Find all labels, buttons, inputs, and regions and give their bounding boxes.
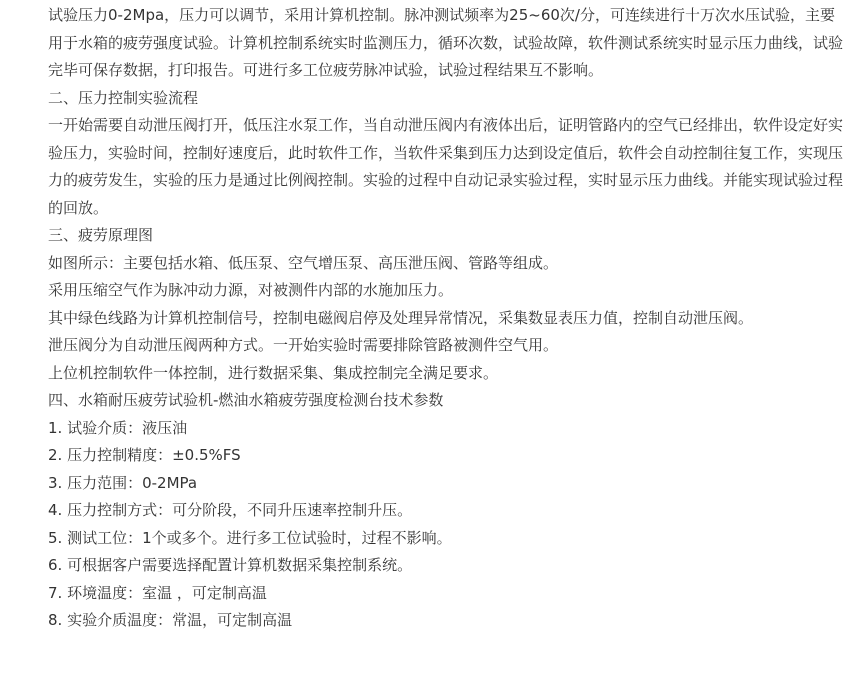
spec-item: 1. 试验介质：液压油 [48, 418, 188, 437]
process-paragraph: 一开始需要自动泄压阀打开，低压注水泵工作，当自动泄压阀内有液体出后，证明管路内的空气已经排出，软件设定好实验压力，实验时间，控制好速度后，此时软件工作，当软件采集到压力达到设定值后，软件会自动控制往复工作，实现压力的疲劳发生，实验的压力是通过比例阀控制。实验的过程中自动记录实验过程，实时显示压力曲线。并能实现试验过程的回放。 [48, 116, 844, 217]
section-heading-specs: 四、水箱耐压疲劳试验机-燃油水箱疲劳强度检测台技术参数 [48, 391, 444, 409]
spec-item: 8. 实验介质温度：常温，可定制高温 [48, 611, 293, 629]
diagram-paragraph-3: 其中绿色线路为计算机控制信号，控制电磁阀启停及处理异常情况，采集数显表压力值，控制自动泄压阀。 [48, 308, 754, 327]
spec-item: 4. 压力控制方式：可分阶段，不同升压速率控制升压。 [48, 501, 413, 519]
spec-item: 3. 压力范围：0-2MPa [48, 473, 198, 492]
intro-paragraph: 试验压力0-2Mpa，压力可以调节，采用计算机控制。脉冲测试频率为25~60次/分，可连续进行十万次水压试验，主要用于水箱的疲劳强度试验。计算机控制系统实时监测压力，循环次数，试验故障，软件测试系统实时显示压力曲线，试验完毕可保存数据，打印报告。可进行多工位疲劳脉冲试验，试验过程结果互不影响。 [48, 6, 844, 79]
diagram-paragraph-1: 如图所示：主要包括水箱、低压泵、空气增压泵、高压泄压阀、管路等组成。 [48, 253, 559, 272]
spec-item: 6. 可根据客户需要选择配置计算机数据采集控制系统。 [48, 556, 413, 574]
spec-item: 5. 测试工位：1个或多个。进行多工位试验时，过程不影响。 [48, 528, 452, 547]
section-heading-process: 二、压力控制实验流程 [48, 88, 199, 107]
article-body [48, 2, 848, 635]
diagram-paragraph-2: 采用压缩空气作为脉冲动力源，对被测件内部的水施加压力。 [48, 281, 454, 299]
spec-item: 7. 环境温度：室温 ，可定制高温 [48, 583, 267, 602]
section-heading-diagram: 三、疲劳原理图 [48, 226, 154, 244]
diagram-paragraph-5: 上位机控制软件一体控制，进行数据采集、集成控制完全满足要求。 [48, 363, 499, 382]
diagram-paragraph-4: 泄压阀分为自动泄压阀两种方式。一开始实验时需要排除管路被测件空气用。 [48, 336, 559, 354]
spec-item: 2. 压力控制精度：±0.5%FS [48, 446, 241, 464]
